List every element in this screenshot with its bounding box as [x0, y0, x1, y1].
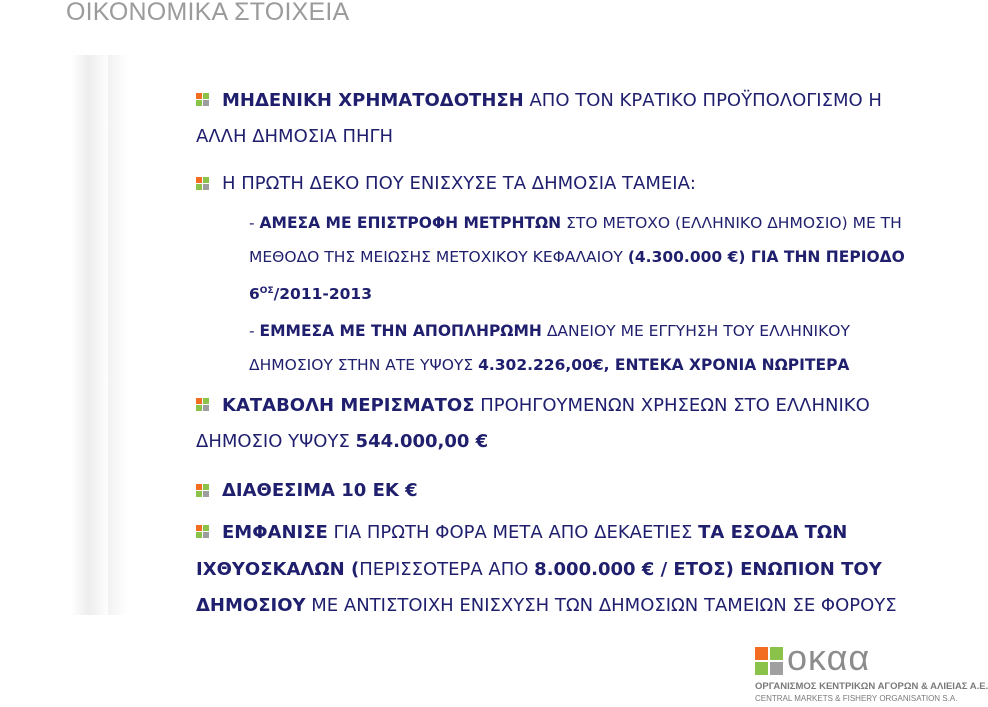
bullet-icon: [196, 177, 210, 191]
bullet-3-rest: ΠΡΟΗΓΟΥΜΕΝΩΝ ΧΡΗΣΕΩΝ ΣΤΟ ΕΛΛΗΝΙΚΟ: [474, 395, 870, 416]
bullet-5-line-1: [222, 522, 847, 544]
bullet-5-line-3b: ΜΕ ΑΝΤΙΣΤΟΙΧΗ ΕΝΙΣΧΥΣΗ ΤΩΝ ΔΗΜΟΣΙΩΝ ΤΑΜΕΙΩΝ ΣΕ ΦΟΡΟΥΣ: [305, 595, 897, 616]
bullet-icon: [196, 525, 210, 539]
bullet-5-line-2b: ΠΕΡΙΣΣΟΤΕΡΑ ΑΠΟ: [359, 559, 535, 580]
slide-title: ΟΙΚΟΝΟΜΙΚΑ ΣΤΟΙΧΕΙΑ: [66, 0, 350, 26]
sub-1-line-2a: ΜΕΘΟΔΟ ΤΗΣ ΜΕΙΩΣΗΣ ΜΕΤΟΧΙΚΟΥ ΚΕΦΑΛΑΙΟΥ: [249, 248, 628, 266]
bullet-icon: [196, 398, 210, 412]
bullet-5-bold-1: ΕΜΦΑΝΙΣΕ: [222, 522, 328, 543]
bullet-5-line-3: [196, 595, 897, 617]
sub-1-bold: ΑΜΕΣΑ ΜΕ ΕΠΙΣΤΡΟΦΗ ΜΕΤΡΗΤΩΝ: [259, 214, 562, 232]
sub-2-line-2a: ΔΗΜΟΣΙΟΥ ΣΤΗΝ ΑΤΕ ΥΨΟΥΣ: [249, 356, 479, 374]
bullet-3-line-2a: ΔΗΜΟΣΙΟ ΥΨΟΥΣ: [196, 431, 356, 452]
sub-1-dash: -: [249, 214, 260, 232]
bullet-1-bold: ΜΗΔΕΝΙΚΗ ΧΡΗΜΑΤΟΔΟΤΗΣΗ: [222, 90, 524, 111]
sub-1-line-3: [249, 281, 372, 304]
logo-line-english: CENTRAL MARKETS & FISHERY ORGANISATION S.A.: [755, 694, 958, 703]
sub-2-bold: ΕΜΜΕΣΑ ΜΕ ΤΗΝ ΑΠΟΠΛΗΡΩΜΗ: [259, 322, 542, 340]
logo-word: οκαα: [787, 637, 871, 678]
bullet-3-line-2b: 544.000,00 €: [355, 431, 489, 452]
bullet-icon: [196, 93, 210, 107]
bullet-1-line-1: [222, 90, 882, 112]
sub-2-dash: -: [249, 322, 260, 340]
bullet-5-line-2: [196, 559, 882, 581]
sub-2-line-1: [249, 321, 850, 341]
sub-2-line-2: [249, 355, 849, 375]
sub-1-sup: ΟΣ: [259, 286, 274, 296]
bullet-1-rest: ΑΠΟ ΤΟΝ ΚΡΑΤΙΚΟ ΠΡΟΫΠΟΛΟΓΙΣΜΟ Η: [523, 90, 882, 111]
sub-1-line-3a: 6: [249, 285, 260, 304]
bullet-3-line-2: [196, 431, 488, 453]
bullet-3-line-1: [222, 395, 870, 417]
decorative-shadow: [70, 55, 110, 615]
bullet-3-bold: ΚΑΤΑΒΟΛΗ ΜΕΡΙΣΜΑΤΟΣ: [222, 395, 475, 416]
bullet-4-text: ΔΙΑΘΕΣΙΜΑ 10 ΕΚ €: [222, 480, 418, 501]
bullet-5-bold-2: ΤΑ ΕΣΟΔΑ ΤΩΝ: [698, 522, 848, 543]
bullet-5-line-2a: ΙΧΘΥΟΣΚΑΛΩΝ (: [196, 559, 360, 580]
sub-1-line-3b: /2011-2013: [273, 285, 372, 304]
sub-1-line-2: [249, 247, 905, 267]
bullet-1-line-2: ΑΛΛΗ ΔΗΜΟΣΙΑ ΠΗΓΗ: [196, 126, 394, 147]
sub-1-rest: ΣΤΟ ΜΕΤΟΧΟ (ΕΛΛΗΝΙΚΟ ΔΗΜΟΣΙΟ) ΜΕ ΤΗ: [561, 214, 902, 232]
okaa-logo: [755, 637, 988, 707]
bullet-5-line-2c: 8.000.000 € / ΕΤΟΣ) ΕΝΩΠΙΟΝ ΤΟΥ: [534, 559, 882, 580]
bullet-5-rest-1: ΓΙΑ ΠΡΩΤΗ ΦΟΡΑ ΜΕΤΑ ΑΠΟ ΔΕΚΑΕΤΙΕΣ: [327, 522, 699, 543]
logo-line-greek: ΟΡΓΑΝΙΣΜΟΣ ΚΕΝΤΡΙΚΩΝ ΑΓΟΡΩΝ & ΑΛΙΕΙΑΣ Α.Ε.: [755, 681, 988, 692]
bullet-2-text: Η ΠΡΩΤΗ ΔΕΚΟ ΠΟΥ ΕΝΙΣΧΥΣΕ ΤΑ ΔΗΜΟΣΙΑ ΤΑΜΕΙΑ:: [222, 173, 696, 194]
sub-2-line-2b: 4.302.226,00€, ΕΝΤΕΚΑ ΧΡΟΝΙΑ ΝΩΡΙΤΕΡΑ: [478, 356, 850, 374]
bullet-5-line-3a: ΔΗΜΟΣΙΟΥ: [196, 595, 306, 616]
sub-1-line-1: [249, 213, 902, 233]
logo-mark-icon: [755, 647, 783, 675]
decorative-shadow: [108, 55, 128, 615]
sub-2-rest: ΔΑΝΕΙΟΥ ΜΕ ΕΓΓΥΗΣΗ ΤΟΥ ΕΛΛΗΝΙΚΟΥ: [541, 322, 850, 340]
sub-1-line-2b: (4.300.000 €) ΓΙΑ ΤΗΝ ΠΕΡΙΟΔΟ: [627, 248, 905, 266]
bullet-icon: [196, 484, 210, 498]
